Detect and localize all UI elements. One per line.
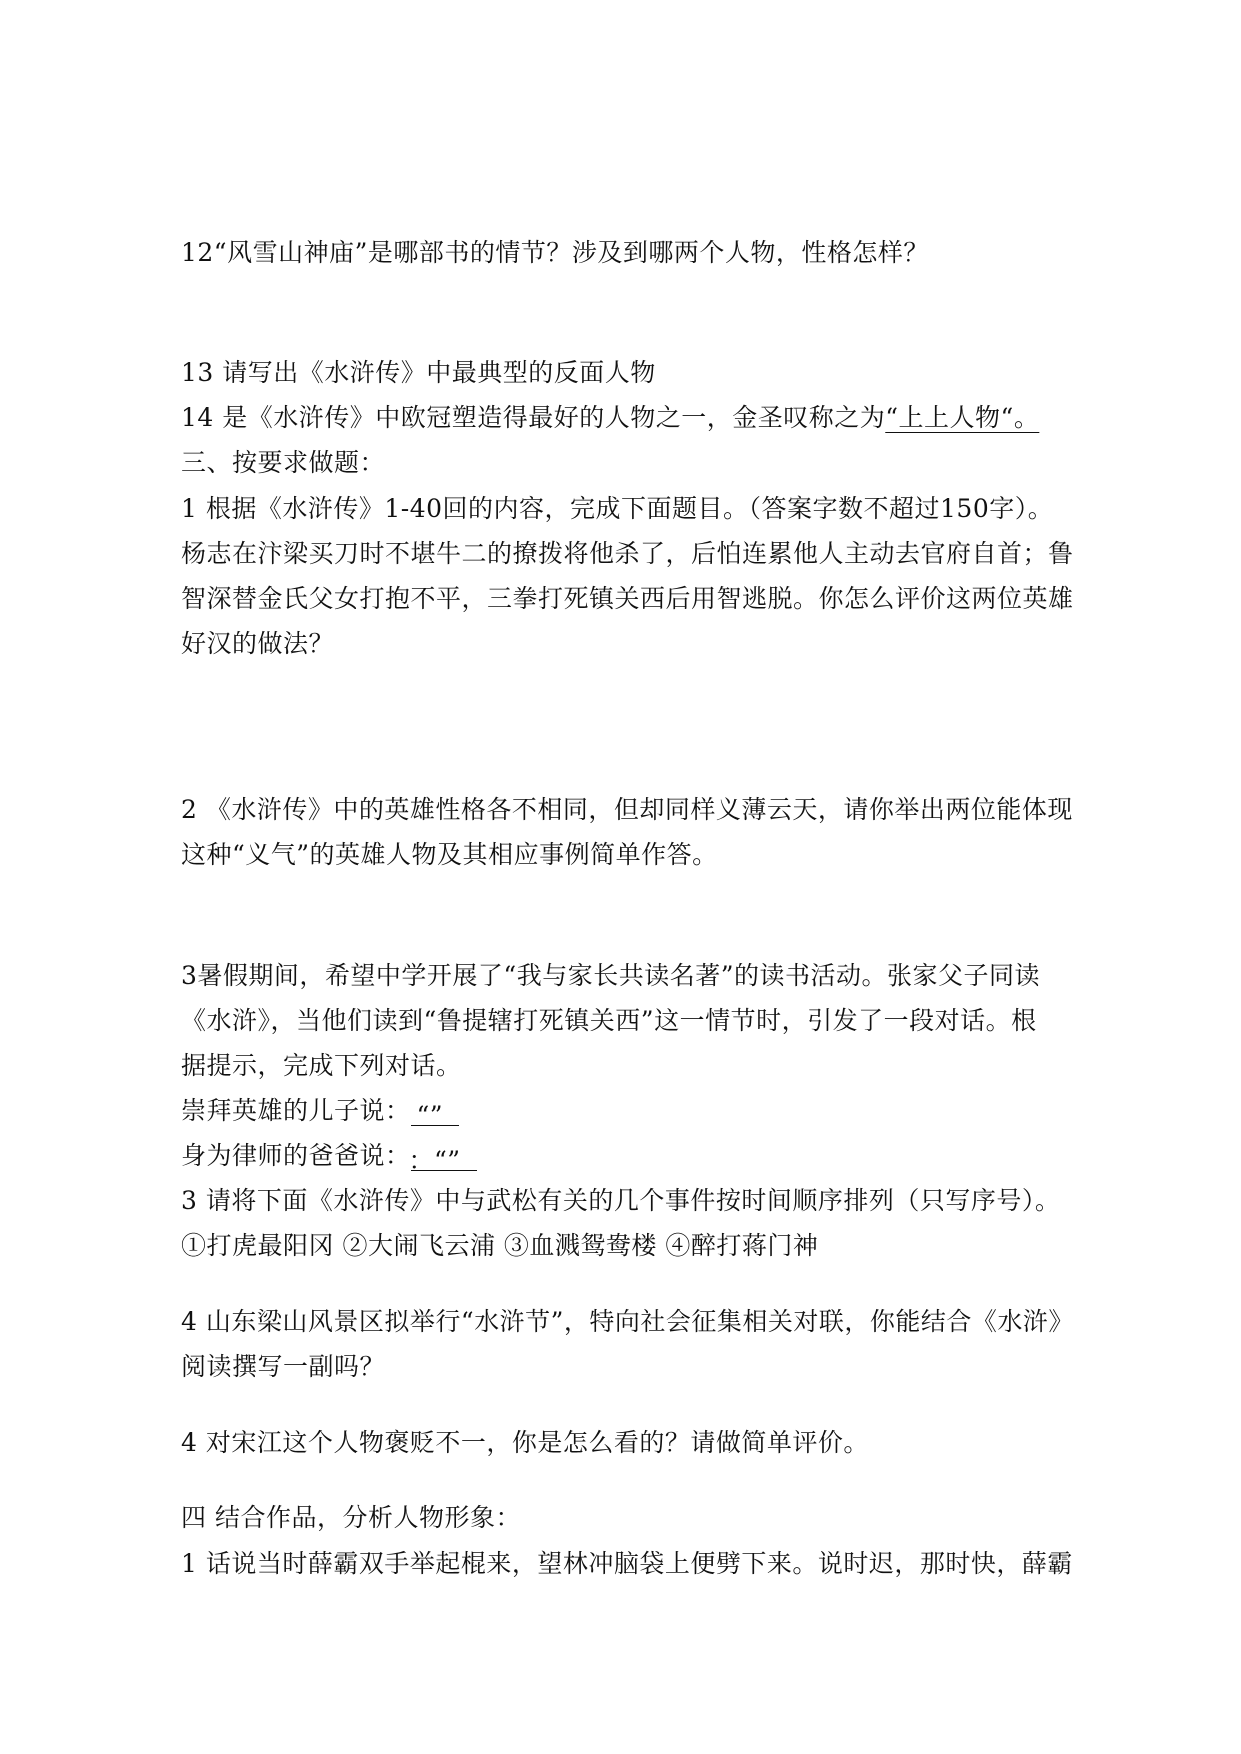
s3-question-3-line-3: 据提示，完成下列对话。 — [181, 1051, 462, 1080]
s3-question-3-line-1: 3暑假期间，希望中学开展了“我与家长共读名著”的读书活动。张家父子同读 — [181, 961, 1040, 990]
s3-question-4-line-1: 4 山东梁山风景区拟举行“水浒节”，特向社会征集相关对联，你能结合《水浒》 — [181, 1307, 1074, 1336]
son-label: 崇拜英雄的儿子说： — [181, 1096, 411, 1125]
question-13: 13 请写出《水浒传》中最典型的反面人物 — [181, 358, 656, 387]
son-answer: “” — [416, 1101, 444, 1130]
son-answer-blank[interactable] — [411, 1099, 459, 1130]
father-dialogue — [181, 1141, 477, 1175]
s3-question-3-line-2: 《水浒》，当他们读到“鲁提辖打死镇关西”这一情节时，引发了一段对话。根 — [181, 1006, 1037, 1035]
s3-question-3b-options: ①打虎最阳冈 ②大闹飞云浦 ③血溅鸳鸯楼 ④醉打蒋门神 — [181, 1231, 819, 1260]
question-14 — [181, 403, 1039, 433]
section-4-title: 四 结合作品，分析人物形象： — [181, 1503, 521, 1532]
s3-question-4-line-2: 阅读撰写一副吗？ — [181, 1352, 386, 1381]
s3-question-1-line-2: 杨志在汴梁买刀时不堪牛二的撩拨将他杀了，后怕连累他人主动去官府自首；鲁 — [181, 539, 1074, 568]
question-14-text: 14 是《水浒传》中欧冠塑造得最好的人物之一，金圣叹称之为 — [181, 403, 886, 432]
s3-question-1-line-1: 1 根据《水浒传》1-40回的内容，完成下面题目。（答案字数不超过150字）。 — [181, 494, 1054, 523]
father-answer: ：“” — [408, 1146, 461, 1175]
s4-question-1: 1 话说当时薛霸双手举起棍来，望林冲脑袋上便劈下来。说时迟，那时快，薛霸 — [181, 1549, 1073, 1578]
question-12: 12“风雪山神庙”是哪部书的情节？涉及到哪两个人物，性格怎样？ — [181, 238, 929, 267]
s3-question-1-line-3: 智深替金氏父女打抱不平，三拳打死镇关西后用智逃脱。你怎么评价这两位英雄 — [181, 584, 1074, 613]
father-label: 身为律师的爸爸说： — [181, 1141, 411, 1170]
s3-question-3b-line-1: 3 请将下面《水浒传》中与武松有关的几个事件按时间顺序排列（只写序号）。 — [181, 1186, 1061, 1215]
s3-question-1-line-4: 好汉的做法？ — [181, 629, 335, 658]
s3-question-2-line-1: 2 《水浒传》中的英雄性格各不相同，但却同样义薄云天，请你举出两位能体现 — [181, 795, 1073, 824]
s3-question-2-line-2: 这种“义气”的英雄人物及其相应事例简单作答。 — [181, 840, 718, 869]
question-14-underlined: “上上人物“。 — [885, 403, 1040, 432]
son-dialogue — [181, 1096, 459, 1130]
father-answer-blank[interactable] — [408, 1144, 477, 1175]
section-3-title: 三、按要求做题： — [181, 448, 386, 477]
s3-question-4b: 4 对宋江这个人物褒贬不一，你是怎么看的？请做简单评价。 — [181, 1428, 869, 1457]
